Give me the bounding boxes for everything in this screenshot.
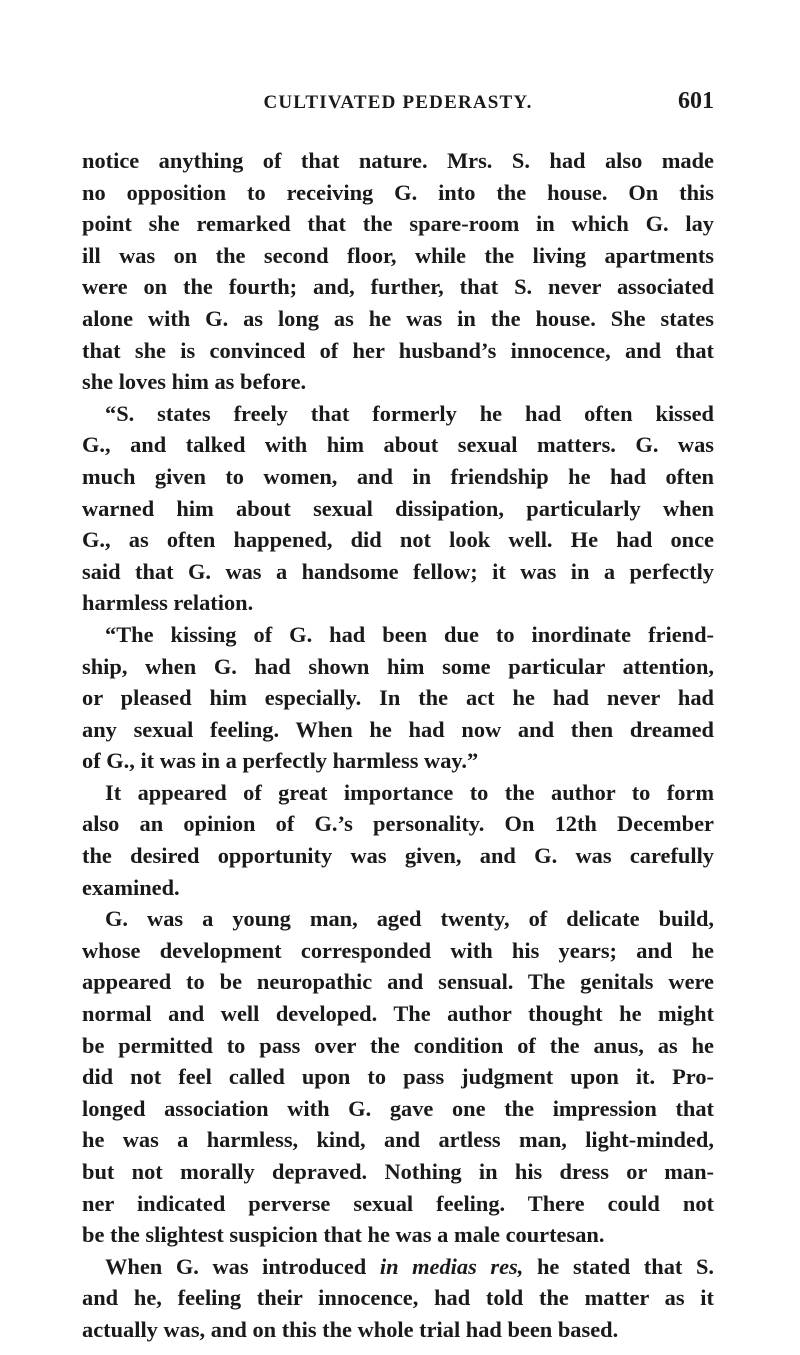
- text-line: G., as often happened, did not look well. He had once: [82, 527, 714, 553]
- text-line: It appeared of great importance to the author to form: [105, 779, 714, 805]
- text-line: ship, when G. had shown him some particular attention,: [82, 653, 714, 679]
- body-text: [82, 145, 714, 1346]
- text-line: warned him about sexual dissipation, particularly when: [82, 495, 714, 521]
- text-line: alone with G. as long as he was in the house. She states: [82, 305, 714, 331]
- text-line: were on the fourth; and, further, that S. never associated: [82, 274, 714, 300]
- text-line: any sexual feeling. When he had now and then dreamed: [82, 716, 714, 742]
- text-line: “S. states freely that formerly he had often kissed: [105, 400, 714, 426]
- text-line: appeared to be neuropathic and sensual. The genitals were: [82, 969, 714, 995]
- text-line: of G., it was in a perfectly harmless way.”: [82, 748, 479, 774]
- text-line: also an opinion of G.’s personality. On 12th December: [82, 811, 714, 837]
- text-line: said that G. was a handsome fellow; it was in a perfectly: [82, 558, 714, 584]
- text-line: much given to women, and in friendship he had often: [82, 463, 714, 489]
- text-line: normal and well developed. The author thought he might: [82, 1001, 714, 1027]
- running-head: [82, 88, 714, 124]
- page-number: 601: [678, 88, 714, 114]
- text-line: he was a harmless, kind, and artless man, light-minded,: [82, 1127, 714, 1153]
- text-line: When G. was introduced in medias res, he stated that S.: [105, 1253, 715, 1279]
- text-line: no opposition to receiving G. into the house. On this: [82, 179, 714, 205]
- text-line: did not feel called upon to pass judgment upon it. Pro-: [82, 1064, 714, 1090]
- text-line: whose development corresponded with his years; and he: [82, 937, 714, 963]
- text-line: notice anything of that nature. Mrs. S. had also made: [82, 148, 714, 173]
- text-line: and he, feeling their innocence, had told the matter as it: [82, 1285, 714, 1311]
- text-line: harmless relation.: [82, 590, 254, 616]
- running-title: CULTIVATED PEDERASTY.: [263, 92, 533, 113]
- text-line: longed association with G. gave one the impression that: [82, 1095, 714, 1121]
- text-line: G. was a young man, aged twenty, of delicate build,: [105, 906, 714, 932]
- text-line: “The kissing of G. had been due to inordinate friend-: [105, 621, 714, 647]
- text-line: that she is convinced of her husband’s innocence, and that: [82, 337, 714, 363]
- text-line: she loves him as before.: [82, 369, 307, 395]
- text-line: G., and talked with him about sexual matters. G. was: [82, 432, 714, 458]
- text-line: ill was on the second floor, while the living apartments: [82, 242, 714, 268]
- text-line: point she remarked that the spare-room in which G. lay: [82, 211, 714, 237]
- text-line: or pleased him especially. In the act he had never had: [82, 685, 714, 711]
- text-line: the desired opportunity was given, and G. was carefully: [82, 843, 714, 869]
- text-line: ner indicated perverse sexual feeling. There could not: [82, 1190, 714, 1216]
- text-line: be the slightest suspicion that he was a male courtesan.: [82, 1222, 605, 1248]
- text-line: examined.: [82, 874, 180, 900]
- text-line: actually was, and on this the whole trial had been based.: [82, 1316, 619, 1342]
- text-line: but not morally depraved. Nothing in his dress or man-: [82, 1159, 714, 1184]
- italic-phrase: in medias res,: [379, 1253, 524, 1279]
- text-line: be permitted to pass over the condition of the anus, as he: [82, 1032, 714, 1058]
